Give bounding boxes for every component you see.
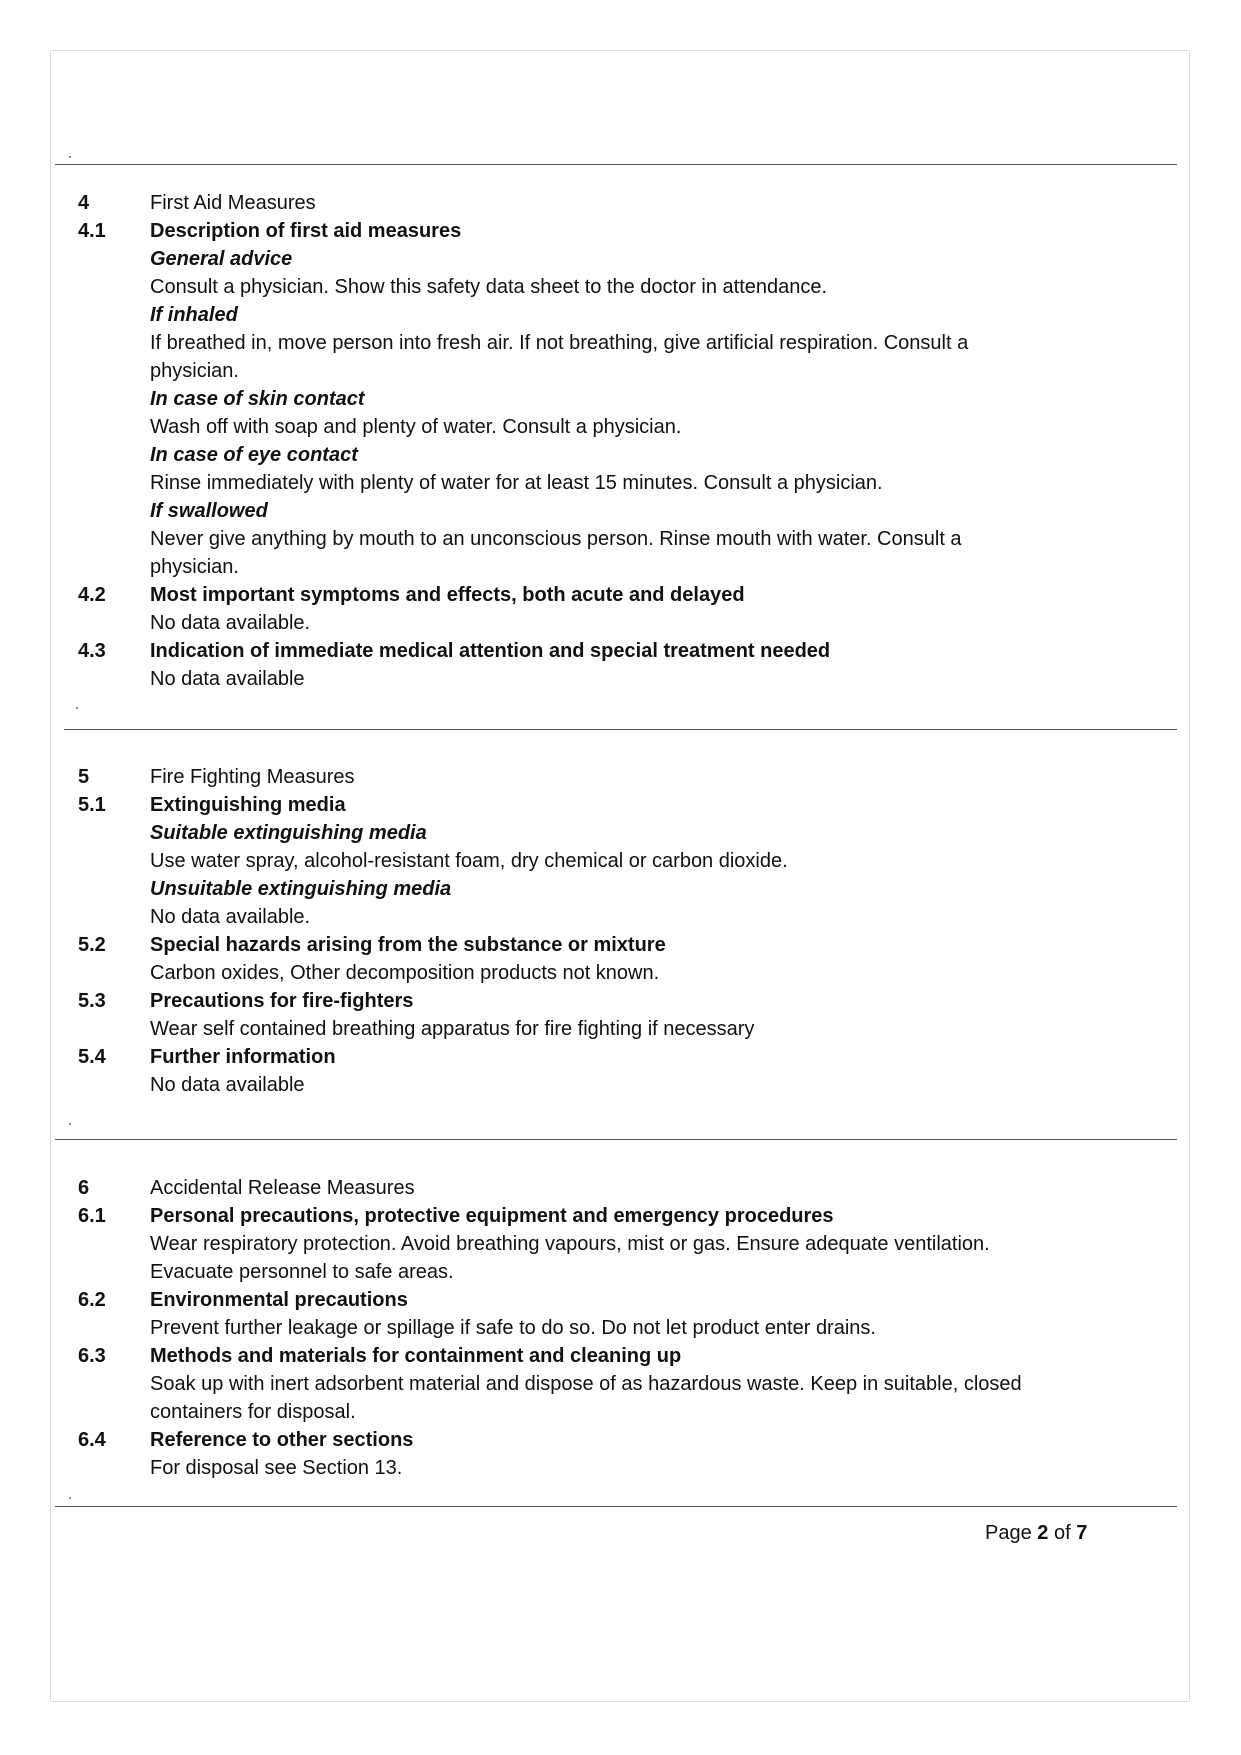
subheading: In case of skin contact [150, 388, 365, 410]
text-line [78, 413, 1078, 441]
subsection-title: Most important symptoms and effects, both acute and delayed [150, 584, 745, 606]
section-number: 4.3 [78, 640, 106, 662]
text-line [78, 1230, 1078, 1258]
page-current: 2 [1037, 1522, 1049, 1544]
body-text: No data available [150, 668, 305, 690]
body-text: Use water spray, alcohol-resistant foam, dry chemical or carbon dioxide. [150, 850, 788, 872]
subsection-title: Description of first aid measures [150, 220, 462, 242]
subsection-title: Indication of immediate medical attention and special treatment needed [150, 640, 831, 662]
body-text: Wash off with soap and plenty of water. Consult a physician. [150, 416, 682, 438]
body-text: containers for disposal. [150, 1401, 356, 1423]
subheading: Unsuitable extinguishing media [150, 878, 452, 900]
text-line [78, 497, 1078, 525]
section-number: 5.4 [78, 1046, 106, 1068]
section-accidental-release [78, 1174, 1078, 1482]
section-number: 6.3 [78, 1345, 106, 1367]
numbered-line [78, 763, 1078, 791]
body-text: Never give anything by mouth to an unconscious person. Rinse mouth with water. Consult a [150, 528, 962, 550]
numbered-line [78, 1174, 1078, 1202]
section-divider [55, 1139, 1177, 1140]
text-line [78, 301, 1078, 329]
subsection-title: Special hazards arising from the substance or mixture [150, 934, 666, 956]
numbered-line [78, 581, 1078, 609]
section-number: 5 [78, 766, 90, 788]
text-line [78, 1398, 1078, 1426]
numbered-line [78, 987, 1078, 1015]
section-number: 6.1 [78, 1205, 106, 1227]
subsection-title: Personal precautions, protective equipment and emergency procedures [150, 1205, 834, 1227]
text-line [78, 357, 1078, 385]
text-line [78, 553, 1078, 581]
section-divider [64, 729, 1177, 730]
numbered-line [78, 189, 1078, 217]
text-line [78, 609, 1078, 637]
section-heading: Fire Fighting Measures [150, 766, 355, 788]
body-text: Soak up with inert adsorbent material and dispose of as hazardous waste. Keep in suitable, closed [150, 1373, 1022, 1395]
text-line [78, 1015, 1078, 1043]
marker-dot [69, 156, 71, 158]
text-line [78, 903, 1078, 931]
page-number [985, 1519, 1087, 1547]
numbered-line [78, 931, 1078, 959]
section-number: 5.1 [78, 794, 106, 816]
body-text: physician. [150, 360, 239, 382]
marker-dot [76, 707, 78, 709]
section-divider [55, 164, 1177, 165]
page-middle: of [1048, 1522, 1077, 1544]
subheading: If swallowed [150, 500, 268, 522]
text-line [78, 875, 1078, 903]
subsection-title: Extinguishing media [150, 794, 346, 816]
numbered-line [78, 1202, 1078, 1230]
section-number: 5.2 [78, 934, 106, 956]
body-text: Wear respiratory protection. Avoid breathing vapours, mist or gas. Ensure adequate ventilation. [150, 1233, 990, 1255]
body-text: Consult a physician. Show this safety data sheet to the doctor in attendance. [150, 276, 828, 298]
text-line [78, 1314, 1078, 1342]
text-line [78, 959, 1078, 987]
body-text: Wear self contained breathing apparatus for fire fighting if necessary [150, 1018, 755, 1040]
text-line [78, 665, 1078, 693]
subsection-title: Methods and materials for containment and cleaning up [150, 1345, 682, 1367]
text-line [78, 819, 1078, 847]
section-divider [55, 1506, 1177, 1507]
text-line [78, 329, 1078, 357]
section-heading: First Aid Measures [150, 192, 316, 214]
section-number: 4.2 [78, 584, 106, 606]
body-text: For disposal see Section 13. [150, 1457, 403, 1479]
section-first-aid [78, 189, 1078, 693]
text-line [78, 441, 1078, 469]
numbered-line [78, 1286, 1078, 1314]
subsection-title: Precautions for fire-fighters [150, 990, 414, 1012]
body-text: Prevent further leakage or spillage if safe to do so. Do not let product enter drains. [150, 1317, 876, 1339]
subsection-title: Further information [150, 1046, 336, 1068]
body-text: Rinse immediately with plenty of water for at least 15 minutes. Consult a physician. [150, 472, 883, 494]
numbered-line [78, 1342, 1078, 1370]
subheading: General advice [150, 248, 293, 270]
section-number: 6.2 [78, 1289, 106, 1311]
body-text: No data available. [150, 612, 311, 634]
numbered-line [78, 791, 1078, 819]
subheading: Suitable extinguishing media [150, 822, 427, 844]
body-text: physician. [150, 556, 239, 578]
numbered-line [78, 637, 1078, 665]
marker-dot [69, 1123, 71, 1125]
marker-dot [69, 1497, 71, 1499]
numbered-line [78, 217, 1078, 245]
section-number: 4.1 [78, 220, 106, 242]
page-prefix: Page [985, 1522, 1038, 1544]
numbered-line [78, 1426, 1078, 1454]
subheading: If inhaled [150, 304, 238, 326]
section-number: 6 [78, 1177, 90, 1199]
text-line [78, 1258, 1078, 1286]
text-line [78, 273, 1078, 301]
section-heading: Accidental Release Measures [150, 1177, 415, 1199]
text-line [78, 525, 1078, 553]
numbered-line [78, 1043, 1078, 1071]
page-total: 7 [1076, 1522, 1088, 1544]
subsection-title: Reference to other sections [150, 1429, 414, 1451]
text-line [78, 1370, 1078, 1398]
text-line [78, 385, 1078, 413]
subheading: In case of eye contact [150, 444, 358, 466]
body-text: Evacuate personnel to safe areas. [150, 1261, 454, 1283]
body-text: No data available. [150, 906, 311, 928]
text-line [78, 847, 1078, 875]
text-line [78, 1071, 1078, 1099]
text-line [78, 245, 1078, 273]
body-text: Carbon oxides, Other decomposition products not known. [150, 962, 660, 984]
section-fire-fighting [78, 763, 1078, 1099]
body-text: If breathed in, move person into fresh air. If not breathing, give artificial respiration. Consult a [150, 332, 969, 354]
section-number: 4 [78, 192, 90, 214]
section-number: 5.3 [78, 990, 106, 1012]
section-number: 6.4 [78, 1429, 106, 1451]
text-line [78, 1454, 1078, 1482]
subsection-title: Environmental precautions [150, 1289, 408, 1311]
body-text: No data available [150, 1074, 305, 1096]
text-line [78, 469, 1078, 497]
